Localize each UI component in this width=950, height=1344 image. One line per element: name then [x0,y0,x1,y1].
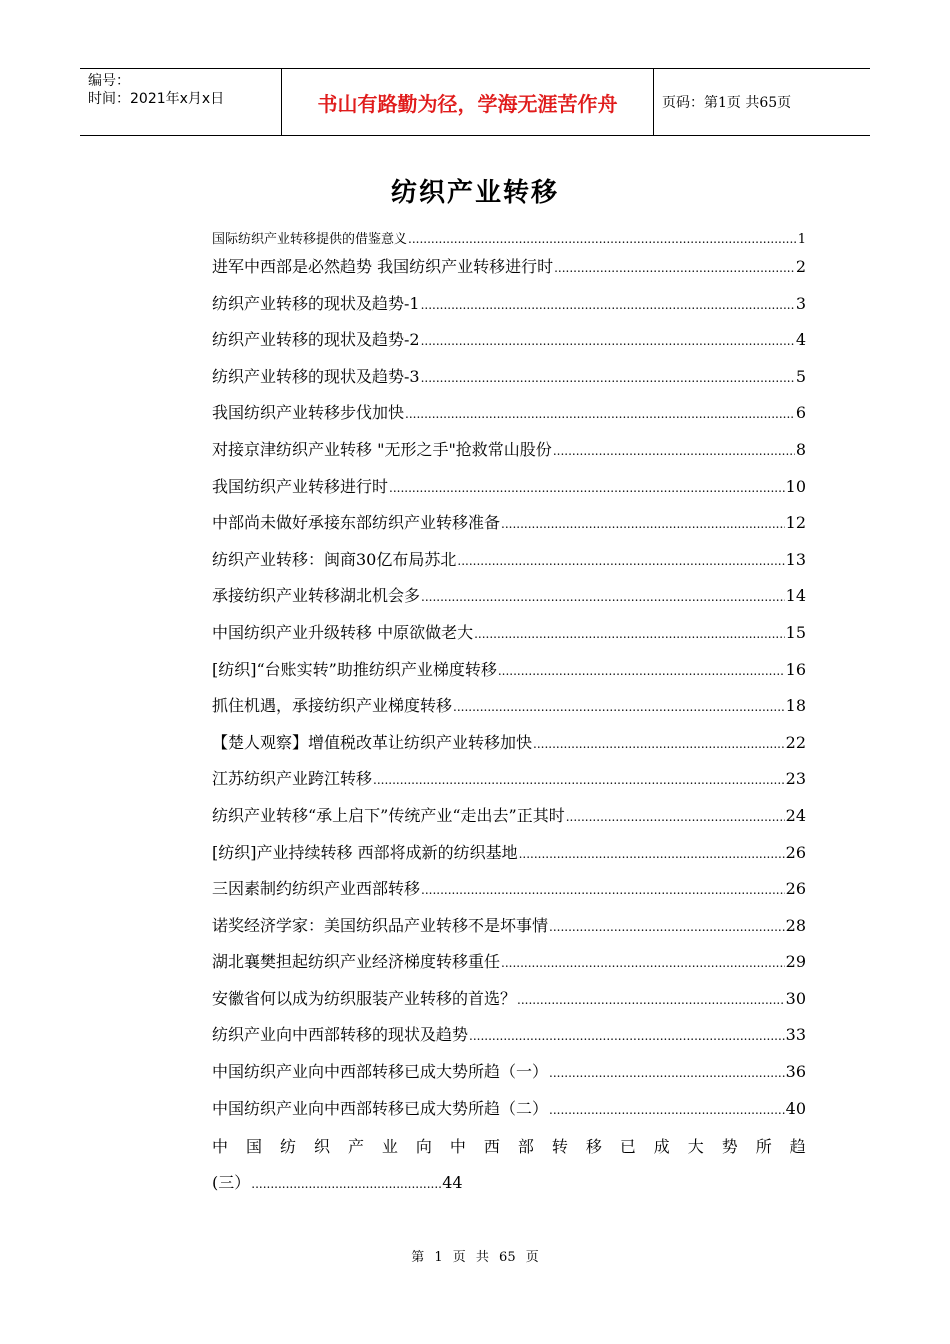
toc-leader-dots [405,407,795,421]
toc-entry-last-char: 纺 [279,1137,296,1157]
toc-leader-dots [408,232,797,246]
toc-leader-dots [566,810,785,824]
toc-entry-title: 三因素制约纺织产业西部转移 [212,879,421,899]
toc-entry-last-char: 织 [313,1137,330,1157]
toc-entry-page: 26 [785,879,806,899]
toc-leader-dots [421,590,785,604]
toc-entry[interactable] [212,547,806,584]
toc-entry-last-char: 部 [517,1137,534,1157]
toc-entry[interactable] [212,986,806,1023]
toc-entry[interactable] [212,583,806,620]
header-meta [80,69,282,135]
toc-entry-title: 抓住机遇，承接纺织产业梯度转移 [212,696,453,716]
toc-leader-dots [421,371,795,385]
toc-leader-dots [549,1103,785,1117]
toc-entry-page: 6 [795,403,806,423]
toc-entry-last-line1 [212,1134,806,1170]
toc-entry-title: 湖北襄樊担起纺织产业经济梯度转移重任 [212,952,501,972]
toc-entry-title: 纺织产业转移：闽商30亿布局苏北 [212,549,457,569]
toc-entry-title: 安徽省何以成为纺织服装产业转移的首选？ [212,988,517,1008]
toc-leader-dots [553,444,795,458]
toc-entry-page: 14 [785,586,806,606]
toc-entry-last-char: 移 [585,1137,602,1157]
toc-entry[interactable] [212,291,806,328]
toc-leader-dots [251,1177,441,1191]
page-footer: 第 1 页 共 65 页 [411,1250,539,1265]
toc-entry-page: 28 [785,915,806,935]
toc-entry[interactable] [212,1096,806,1133]
toc-entry[interactable] [212,437,806,474]
toc-entry-page: 3 [795,293,806,313]
toc-entry-last[interactable] [212,1134,806,1206]
toc-entry-page: 30 [785,988,806,1008]
toc-leader-dots [457,554,784,568]
toc-entry[interactable] [212,913,806,950]
table-of-contents [212,228,806,1206]
toc-entry[interactable] [212,474,806,511]
toc-entry-last-char: 大 [687,1137,704,1157]
toc-entry[interactable] [212,803,806,840]
toc-entry-title: 中国纺织产业向中西部转移已成大势所趋（一） [212,1062,549,1082]
toc-entry-last-char: 势 [721,1137,738,1157]
toc-entry-last-line2 [212,1170,806,1206]
toc-entry-title: 中国纺织产业向中西部转移已成大势所趋（二） [212,1098,549,1118]
toc-leader-dots [421,298,795,312]
header-motto: 书山有路勤为径，学海无涯苦作舟 [282,69,654,135]
toc-entry-last-char: 西 [483,1137,500,1157]
toc-entry-last-char: 转 [551,1137,568,1157]
toc-entry-title: 纺织产业转移的现状及趋势-3 [212,366,420,386]
toc-entry[interactable] [212,620,806,657]
toc-leader-dots [501,517,785,531]
page-header [80,68,870,136]
toc-entry[interactable] [212,364,806,401]
toc-entry-title: 我国纺织产业转移进行时 [212,476,389,496]
toc-entry-last-char: 已 [619,1137,636,1157]
toc-entry-page: 40 [785,1098,806,1118]
toc-leader-dots [474,627,785,641]
toc-entry[interactable] [212,1022,806,1059]
toc-entry[interactable] [212,1059,806,1096]
toc-leader-dots [421,334,795,348]
toc-entry-last-char: 成 [653,1137,670,1157]
date-label: 时间：2021年x月x日 [88,91,225,107]
toc-leader-dots [501,956,785,970]
toc-entry-title: [纺织]“台账实转”助推纺织产业梯度转移 [212,659,497,679]
toc-leader-dots [498,664,785,678]
toc-entry-page: 29 [785,952,806,972]
toc-entry[interactable] [212,254,806,291]
toc-entry-title: 国际纺织产业转移提供的借鉴意义 [212,232,408,247]
toc-entry-last-char: 国 [245,1137,262,1157]
toc-entry[interactable] [212,228,806,254]
toc-entry-title: 承接纺织产业转移湖北机会多 [212,586,421,606]
toc-entry[interactable] [212,876,806,913]
toc-entry-title: 中部尚未做好承接东部纺织产业转移准备 [212,513,501,533]
toc-entry-page: 23 [785,769,806,789]
toc-entry-last-char: 向 [415,1137,432,1157]
toc-entry-title: 纺织产业转移的现状及趋势-1 [212,293,420,313]
toc-entry-page: 16 [785,659,806,679]
toc-entry-last-char: 中 [449,1137,466,1157]
toc-entry-page: 2 [795,257,806,276]
toc-entry[interactable] [212,400,806,437]
toc-leader-dots [533,737,785,751]
toc-entry-page: 33 [785,1025,806,1045]
toc-leader-dots [549,920,785,934]
toc-entry[interactable] [212,730,806,767]
toc-entry-last-char: 中 [212,1137,229,1157]
toc-entry-title: 诺奖经济学家：美国纺织品产业转移不是坏事情 [212,915,549,935]
toc-entry-page: 15 [785,622,806,642]
toc-entry-page: 13 [785,549,806,569]
toc-entry-last-char: 业 [381,1137,398,1157]
toc-entry-page: 36 [785,1062,806,1082]
toc-entry-page: 10 [785,476,806,496]
toc-entry-page: 4 [795,330,806,350]
document-title: 纺织产业转移 [390,178,559,208]
toc-leader-dots [389,481,785,495]
toc-entry-title: 进军中西部是必然趋势 我国纺织产业转移进行时 [212,257,554,276]
toc-entry-title: 中国纺织产业升级转移 中原欲做老大 [212,622,474,642]
toc-entry-title: 纺织产业转移“承上启下”传统产业“走出去”正其时 [212,805,565,825]
toc-leader-dots [517,993,785,1007]
toc-leader-dots [554,261,795,275]
toc-entry-last-page: 44 [442,1173,463,1193]
toc-leader-dots [453,700,785,714]
toc-entry-title: 纺织产业向中西部转移的现状及趋势 [212,1025,469,1045]
toc-entry-page: 1 [797,232,806,247]
toc-entry[interactable] [212,657,806,694]
toc-entry-title: 我国纺织产业转移步伐加快 [212,403,405,423]
toc-entry-page: 5 [795,366,806,386]
number-label: 编号： [88,73,130,89]
toc-entry-last-tail: (三） [212,1173,251,1193]
header-page-info: 页码：第1页 共65页 [662,95,792,111]
toc-leader-dots [549,1066,785,1080]
toc-entry-last-char: 所 [755,1137,772,1157]
toc-entry-last-char: 趋 [789,1137,806,1157]
toc-entry-title: 纺织产业转移的现状及趋势-2 [212,330,420,350]
toc-entry-last-char: 产 [347,1137,364,1157]
toc-entry[interactable] [212,510,806,547]
toc-leader-dots [421,883,785,897]
toc-entry[interactable] [212,693,806,730]
toc-entry-title: 对接京津纺织产业转移 "无形之手"抢救常山股份 [212,439,552,459]
toc-entry-page: 24 [785,805,806,825]
toc-entry[interactable] [212,766,806,803]
toc-entry-page: 22 [785,732,806,752]
toc-entry[interactable] [212,949,806,986]
toc-entry-page: 8 [795,439,806,459]
toc-entry-page: 12 [785,513,806,533]
toc-entry-page: 18 [785,696,806,716]
toc-entry-title: 江苏纺织产业跨江转移 [212,769,373,789]
toc-entry-title: [纺织]产业持续转移 西部将成新的纺织基地 [212,842,518,862]
toc-leader-dots [373,773,785,787]
toc-leader-dots [469,1029,785,1043]
toc-entry[interactable] [212,327,806,364]
toc-entry[interactable] [212,840,806,877]
toc-entry-page: 26 [785,842,806,862]
toc-entry-title: 【楚人观察】增值税改革让纺织产业转移加快 [212,732,533,752]
toc-leader-dots [519,847,785,861]
